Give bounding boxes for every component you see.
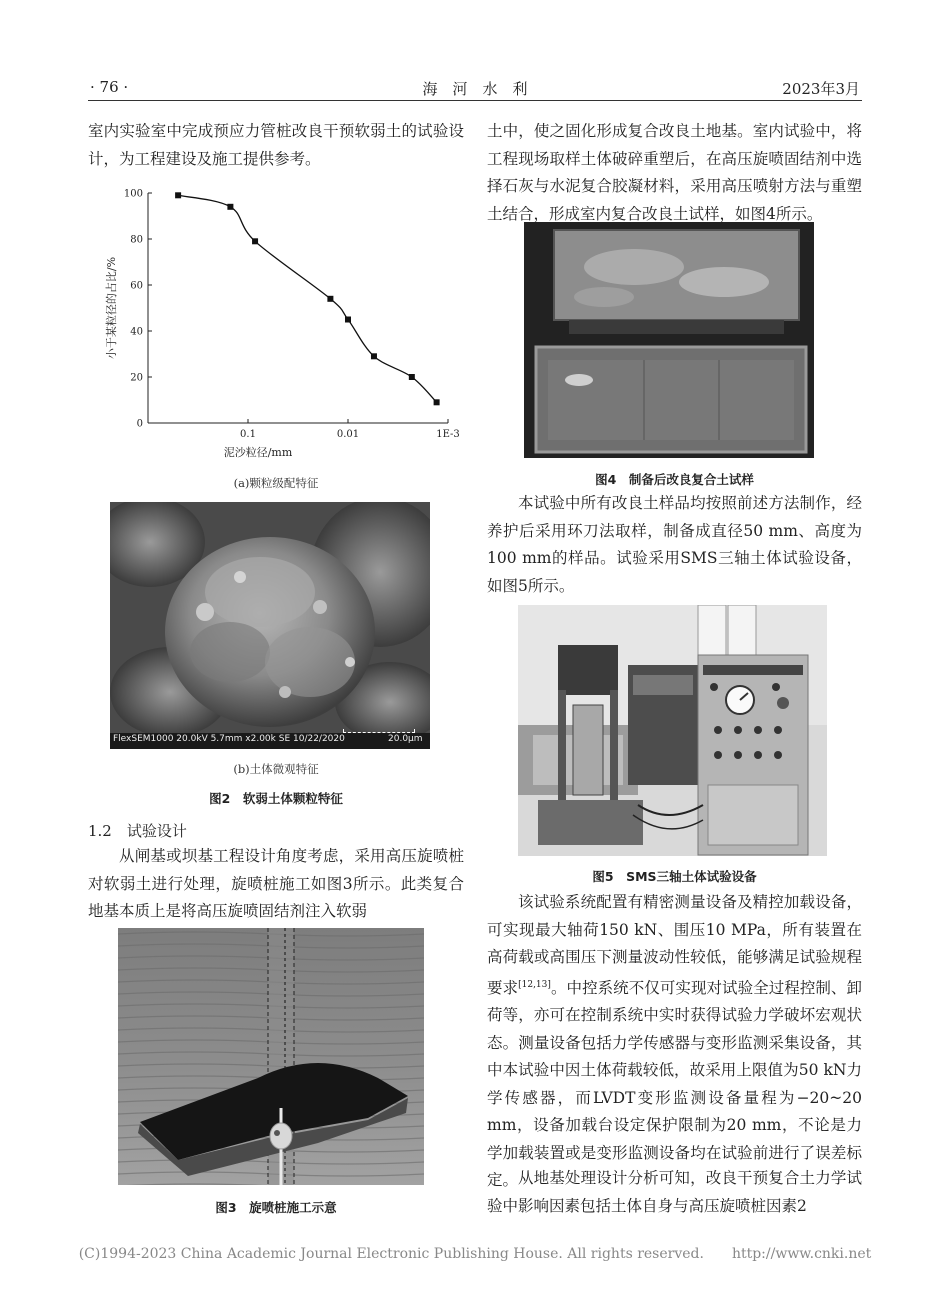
data-point-marker bbox=[371, 353, 377, 359]
left-paragraph-2: 从闸基或坝基工程设计角度考虑，采用高压旋喷桩对软弱土进行处理，旋喷桩施工如图3所示。此类复合地基本质上是将高压旋喷固结剂注入软弱 bbox=[88, 847, 464, 920]
right-paragraph-3-text-a: 该试验系统配置有精密测量设备及精控加载设备，可实现最大轴荷150 kN、围压10 MPa，所有装置在高荷载或高围压下测量波动性较低，能够满足试验规程要求 bbox=[487, 893, 862, 997]
jet-grouting-illustration bbox=[118, 928, 424, 1185]
sem-micrograph bbox=[110, 502, 430, 749]
fig4-caption: 图4 制备后改良复合土试样 bbox=[595, 472, 754, 487]
x-tick-label: 0.01 bbox=[336, 429, 360, 440]
header-rule bbox=[88, 100, 862, 101]
y-tick-label: 80 bbox=[130, 234, 143, 246]
page-number: · 76 · bbox=[90, 78, 129, 96]
data-point-marker bbox=[327, 296, 333, 302]
soil-samples-drawing bbox=[524, 222, 814, 458]
sem-info-text: FlexSEM1000 20.0kV 5.7mm x2.00k SE 10/22/2020 bbox=[113, 734, 345, 744]
x-tick-label: 0.1 bbox=[240, 429, 256, 440]
right-paragraph-2: 本试验中所有改良土样品均按照前述方法制作，经养护后采用环刀法取样，制备成直径50 mm、高度为100 mm的样品。试验采用SMS三轴土体试验设备，如图5所示。 bbox=[487, 494, 862, 595]
particle-gradation-chart bbox=[88, 180, 464, 490]
issue-date: 2023年3月 bbox=[782, 80, 860, 98]
fig2b-caption: (b)土体微观特征 bbox=[233, 762, 319, 776]
gradation-curve bbox=[178, 195, 437, 402]
data-point-marker bbox=[345, 317, 351, 323]
sem-scale-text: 20.0μm bbox=[388, 734, 423, 744]
triaxial-apparatus-drawing bbox=[518, 605, 827, 856]
y-tick-label: 40 bbox=[130, 326, 143, 338]
jet-grouting-drawing bbox=[118, 928, 424, 1185]
fig2-caption: 图2 软弱土体颗粒特征 bbox=[209, 791, 343, 806]
y-tick-label: 60 bbox=[130, 280, 143, 292]
data-point-marker bbox=[252, 238, 258, 244]
triaxial-apparatus-photo bbox=[518, 605, 827, 856]
journal-name: 海 河 水 利 bbox=[422, 80, 528, 98]
right-paragraph-4: 从地基处理设计分析可知，改良干预复合土力学试验中影响因素包括土体自身与高压旋喷桩因素2 bbox=[487, 1169, 862, 1215]
left-paragraph-1: 室内实验室中完成预应力管桩改良干预软弱土的试验设计，为工程建设及施工提供参考。 bbox=[88, 122, 464, 168]
data-point-marker bbox=[409, 374, 415, 380]
soil-samples-photo bbox=[524, 222, 814, 458]
data-point-marker bbox=[175, 192, 181, 198]
right-paragraph-3 bbox=[487, 889, 862, 1195]
x-axis-title: 泥沙粒径/mm bbox=[223, 446, 293, 459]
x-tick-label: 1E-3 bbox=[436, 429, 460, 440]
section-heading-1-2: 1.2 试验设计 bbox=[88, 822, 187, 840]
citation-reference: [12,13] bbox=[518, 979, 551, 990]
y-axis-title: 小于某粒径的占比/% bbox=[105, 256, 118, 360]
data-point-marker bbox=[434, 399, 440, 405]
sem-scale-bar bbox=[343, 729, 415, 733]
right-paragraph-1: 土中，使之固化形成复合改良土地基。室内试验中，将工程现场取样土体破碎重塑后，在高压旋喷固结剂中选择石灰与水泥复合胶凝材料，采用高压喷射方法与重塑土结合，形成室内复合改良土试样，如图4所示。 bbox=[487, 122, 862, 223]
sem-image bbox=[110, 502, 430, 749]
y-tick-label: 100 bbox=[123, 188, 143, 200]
right-paragraph-3-text-b: 。中控系统不仅可实现对试验全过程控制、卸荷等，亦可在控制系统中实时获得试验力学破坏宏观状态。测量设备包括力学传感器与变形监测采集设备，其中本试验中因土体荷载较低，故采用上限值为50 kN力学传感器，而LVDT变形监测设备量程为−20~20 mm，设备加载台设定保护限制为20 mm，不论是力学加载装置或是变形监测设备均在试验前进行了误差标定。 bbox=[487, 978, 862, 1190]
data-point-marker bbox=[227, 204, 233, 210]
copyright-footer: (C)1994-2023 China Academic Journal Electronic Publishing House. All rights reserved. http://www.cnki.net bbox=[78, 1246, 872, 1262]
fig3-caption: 图3 旋喷桩施工示意 bbox=[215, 1200, 337, 1215]
fig5-caption: 图5 SMS三轴土体试验设备 bbox=[592, 869, 757, 884]
y-tick-label: 0 bbox=[136, 418, 143, 430]
y-tick-label: 20 bbox=[130, 372, 143, 384]
fig2a-caption: (a)颗粒级配特征 bbox=[233, 476, 319, 490]
